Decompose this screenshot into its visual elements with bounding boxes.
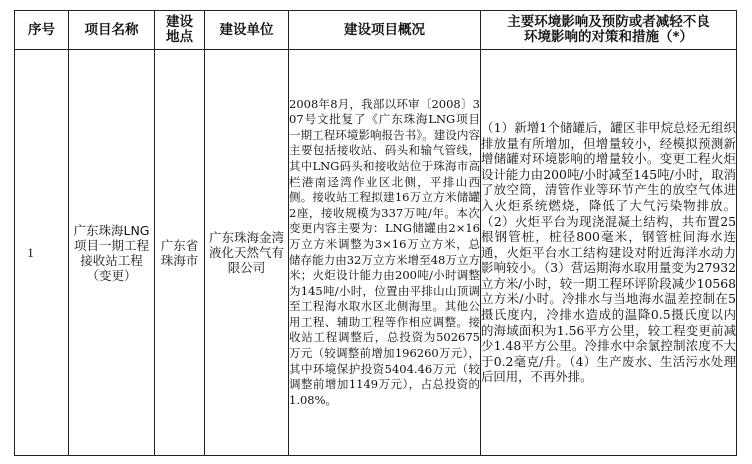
project-table — [14, 10, 737, 456]
row-overview: 2008年8月，我部以环审〔2008〕307号文批复了《广东珠海LNG项目一期工程环境影响报告书》。建设内容主要包括接收站、码头和输气管线，其中LNG码头和接收站位于珠海市高栏港南迳湾作业区北侧，平排山西侧。接收站工程拟建16万立方米储罐2座，接收规模为337万吨/年。本次变更内容主要为：LNG储罐由2×16万立方米调整为3×16万立方米，总储存能力由32万立方米增至48万立方米；火炬设计能力由200吨/小时调整为145吨/小时，位置由平排山山顶调至工程海水取水区北侧海里。其他公用工程、辅助工程等作相应调整。接收站工程调整后，总投资为502675万元（较调整前增加196260万元），其中环境保护投资5404.46万元（较调整前增加1149万元），占总投资的1.08%。 — [289, 50, 481, 456]
header-overview: 建设项目概况 — [289, 11, 481, 50]
header-seq: 序号 — [15, 11, 69, 50]
row-measures: （1）新增1个储罐后，罐区非甲烷总烃无组织排放量有所增加，但增量较小，经模拟预测新增储罐对环境影响的增量较小。变更工程火炬设计能力由200吨/小时减至145吨/小时，取消了放空筒，清管作业等环节产生的放空气体进入火炬系统燃烧，降低了大气污染物排放。（2）火炬平台为现浇混凝土结构，共布置25根钢管桩，桩径800毫米，钢管桩间海水连通，火炬平台水工结构建设对附近海洋水动力影响较小。（3）营运期海水取用量变为27932立方米/小时，较一期工程环评阶段减少10568立方米/小时。冷排水与当地海水温差控制在5摄氏度内，冷排水造成的温降0.5摄氏度以内的海域面积为1.56平方公里，较工程变更前减少1.48平方公里。冷排水中余氯控制浓度不大于0.2毫克/升。（4）生产废水、生活污水处理后回用，不再外排。 — [481, 50, 737, 456]
row-location: 广东省珠海市 — [155, 50, 205, 456]
row-seq-text: 1 — [27, 244, 34, 260]
header-unit: 建设单位 — [205, 11, 289, 50]
header-measures: 主要环境影响及预防或者减轻不良环境影响的对策和措施（*） — [481, 11, 737, 50]
row-project-name: 广东珠海LNG项目一期工程接收站工程（变更） — [69, 50, 155, 456]
table-row — [15, 50, 737, 456]
row-unit: 广东珠海金湾液化天然气有限公司 — [205, 50, 289, 456]
header-location: 建设地点 — [155, 11, 205, 50]
row-seq — [15, 50, 69, 456]
header-project-name: 项目名称 — [69, 11, 155, 50]
header-row — [15, 11, 737, 50]
